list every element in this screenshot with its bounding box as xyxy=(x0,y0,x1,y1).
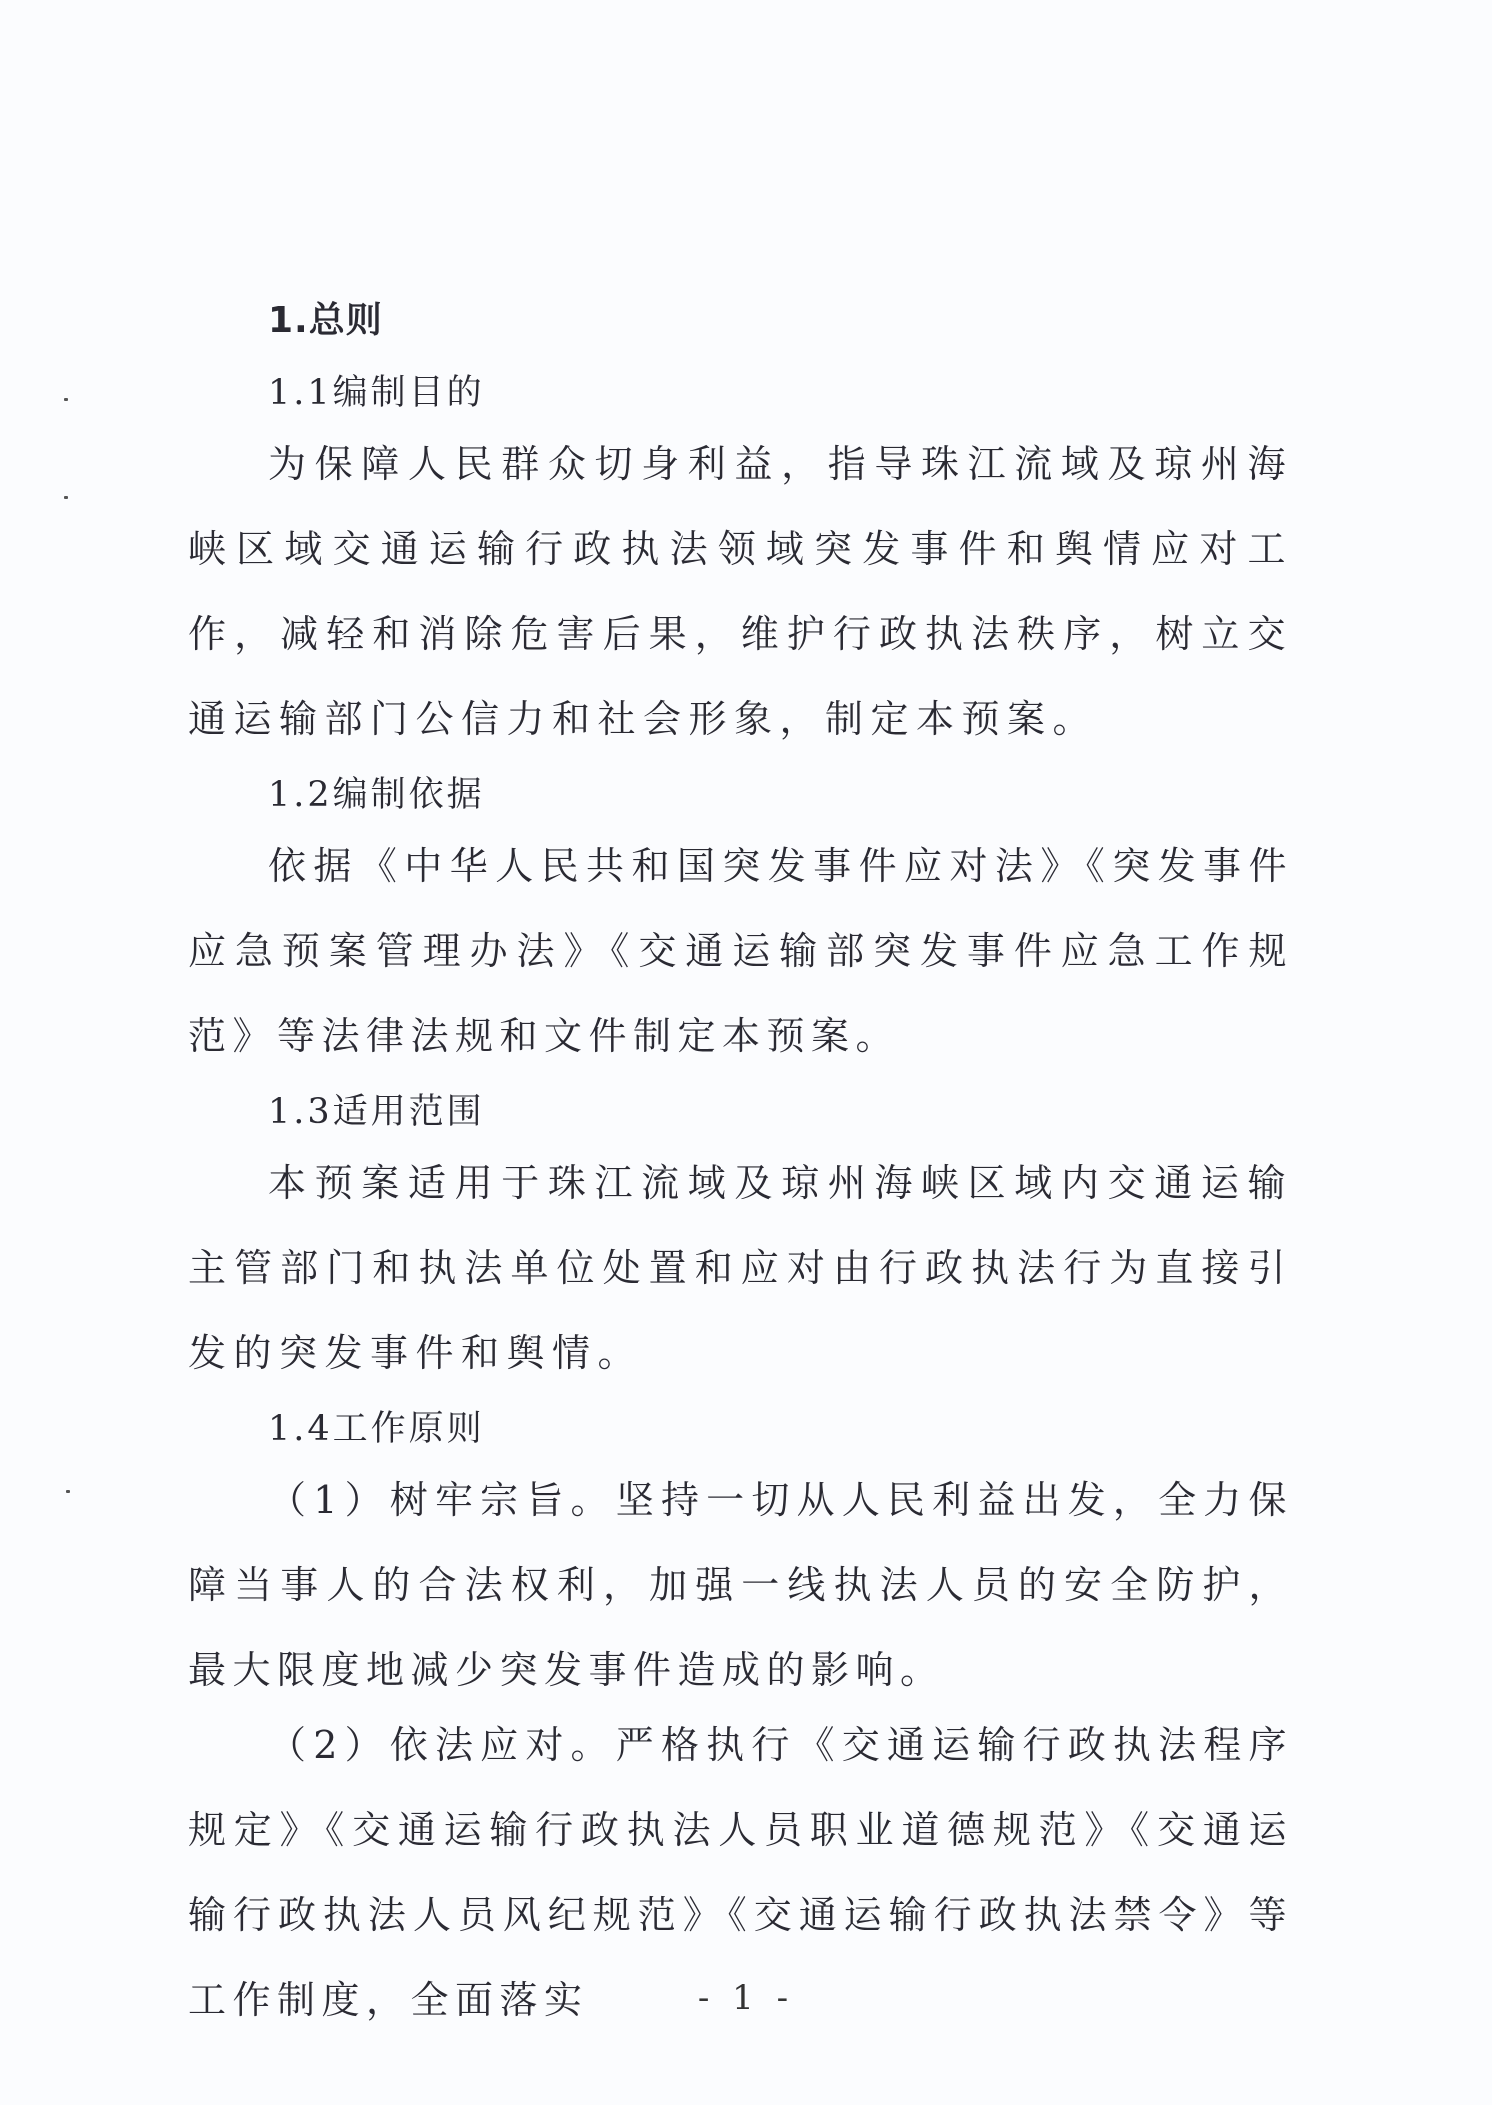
subsection-heading-scope: 1.3适用范围 xyxy=(268,1092,485,1132)
subsection-heading-purpose: 1.1编制目的 xyxy=(268,373,485,413)
page-number: - 1 - xyxy=(697,1978,795,2018)
scan-speck xyxy=(64,496,68,499)
section-title: 1.总则 xyxy=(268,300,383,341)
paragraph-principle-2: （2）依法应对。严格执行《交通运输行政执法程序规定》《交通运输行政执法人员职业道德规范》《交通运输行政执法人员风纪规范》《交通运输行政执法禁令》等工作制度，全面落实 xyxy=(188,1723,1293,2022)
scan-speck xyxy=(64,398,68,401)
subsection-heading-principles: 1.4工作原则 xyxy=(268,1409,485,1449)
subsection-heading-basis: 1.2编制依据 xyxy=(268,775,485,815)
paragraph-basis: 依据《中华人民共和国突发事件应对法》《突发事件应急预案管理办法》《交通运输部突发事件应急工作规范》等法律法规和文件制定本预案。 xyxy=(188,844,1293,1058)
document-body xyxy=(188,290,1293,2045)
scan-speck xyxy=(66,1490,70,1493)
paragraph-principle-1: （1）树牢宗旨。坚持一切从人民利益出发，全力保障当事人的合法权利，加强一线执法人员的安全防护，最大限度地减少突发事件造成的影响。 xyxy=(188,1478,1293,1692)
paragraph-purpose: 为保障人民群众切身利益，指导珠江流域及琼州海峡区域交通运输行政执法领域突发事件和舆情应对工作，减轻和消除危害后果，维护行政执法秩序，树立交通运输部门公信力和社会形象，制定本预案。 xyxy=(188,442,1293,741)
paragraph-scope: 本预案适用于珠江流域及琼州海峡区域内交通运输主管部门和执法单位处置和应对由行政执法行为直接引发的突发事件和舆情。 xyxy=(188,1161,1293,1375)
